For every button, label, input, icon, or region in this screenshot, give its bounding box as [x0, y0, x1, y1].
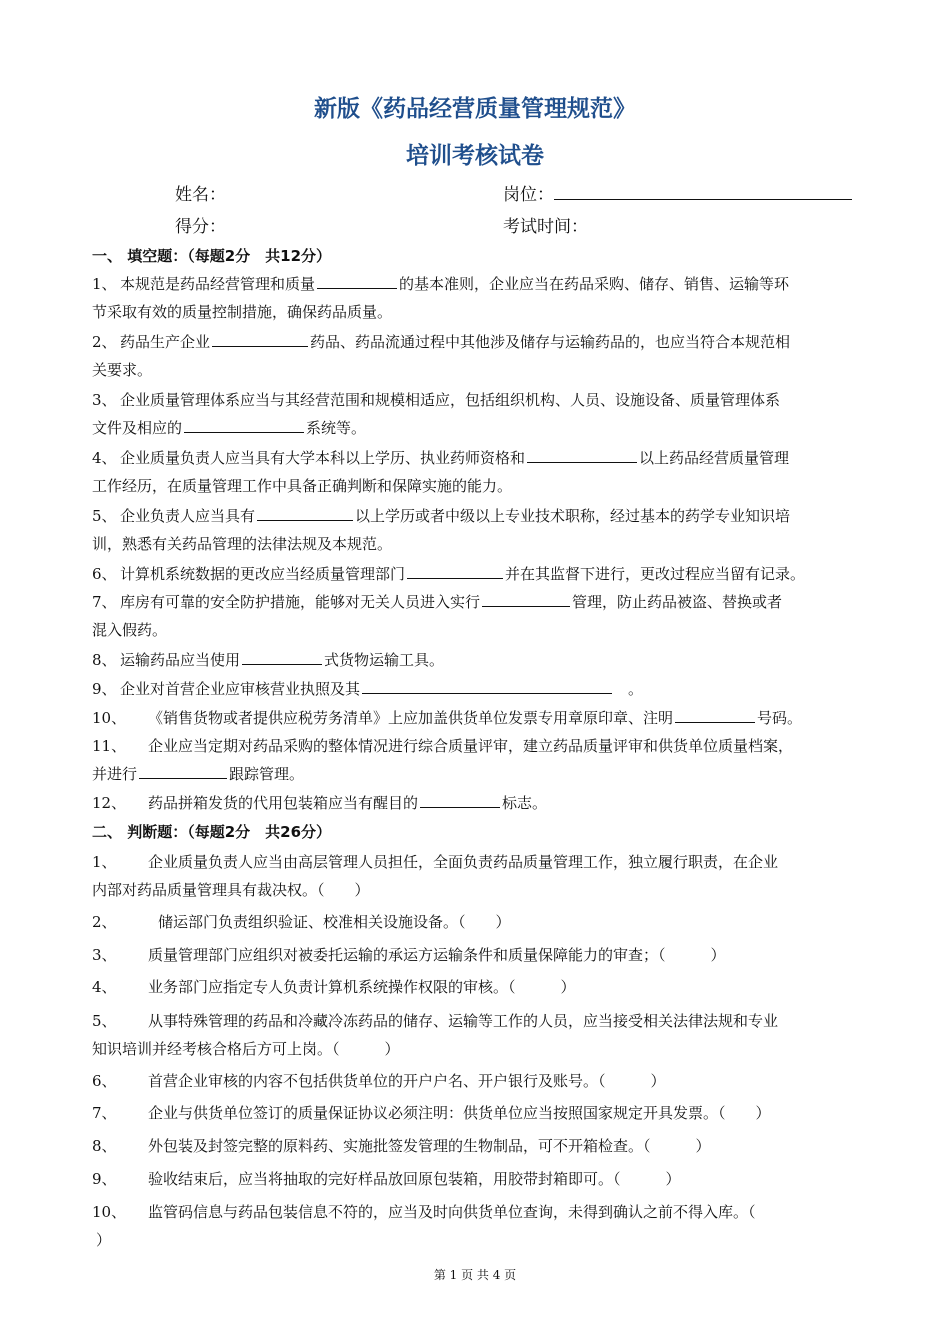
question-text: 标志。: [502, 794, 548, 812]
score-field: [175, 212, 226, 237]
judge-question-1: [92, 851, 862, 872]
answer-blank[interactable]: [139, 764, 227, 779]
question-number: 5、: [92, 507, 117, 525]
question-number: 8、: [92, 651, 117, 669]
question-text: 储运部门负责组织验证、校准相关设施设备。（ ）: [158, 913, 511, 931]
fill-question-3-line2: [92, 417, 366, 438]
name-label: 姓名：: [175, 185, 226, 205]
judge-question-9: [92, 1168, 862, 1189]
question-number: 6、: [92, 565, 117, 583]
question-number: 8、: [92, 1137, 117, 1155]
question-text: 并进行: [92, 765, 138, 783]
question-number: 4、: [92, 449, 117, 467]
fill-question-11: [92, 735, 862, 756]
question-number: 7、: [92, 1104, 117, 1122]
question-text: 管理，防止药品被盗、替换或者: [572, 593, 783, 611]
question-text: 从事特殊管理的药品和冷藏冷冻药品的储存、运输等工作的人员，应当接受相关法律法规和专业: [148, 1012, 779, 1030]
question-number: 9、: [92, 1170, 117, 1188]
question-number: 9、: [92, 680, 117, 698]
position-label: 岗位：: [503, 185, 554, 205]
exam-title-line2: 培训考核试卷: [406, 143, 544, 169]
exam-time-label: 考试时间：: [503, 217, 588, 237]
fill-question-7-line2: 混入假药。: [92, 621, 168, 639]
judge-question-10: [92, 1201, 862, 1222]
question-number: 3、: [92, 391, 117, 409]
section1-heading: 一、 填空题：（每题2分 共12分）: [92, 247, 332, 265]
judge-question-7: [92, 1102, 862, 1123]
judge-question-2: [92, 911, 862, 932]
page-footer: 第 1 页 共 4 页: [433, 1268, 517, 1282]
fill-question-5-line2: 训，熟悉有关药品管理的法律法规及本规范。: [92, 535, 393, 553]
question-text: 。: [628, 680, 644, 698]
section2-heading: 二、 判断题：（每题2分 共26分）: [92, 823, 332, 841]
question-number: 4、: [92, 978, 117, 996]
fill-question-11-line2: [92, 763, 304, 784]
fill-question-10: [92, 707, 862, 728]
answer-blank[interactable]: [212, 332, 308, 347]
question-number: 6、: [92, 1072, 117, 1090]
fill-question-4-line2: 工作经历，在质量管理工作中具备正确判断和保障实施的能力。: [92, 477, 513, 495]
position-field: [503, 180, 852, 205]
question-number: 5、: [92, 1012, 117, 1030]
judge-question-5-line2: 知识培训并经考核合格后方可上岗。（ ）: [92, 1040, 400, 1058]
answer-blank[interactable]: [527, 448, 637, 463]
question-text: 药品拼箱发货的代用包装箱应当有醒目的: [148, 794, 419, 812]
answer-blank[interactable]: [407, 564, 503, 579]
answer-blank[interactable]: [675, 708, 755, 723]
question-text: 药品、药品流通过程中其他涉及储存与运输药品的，也应当符合本规范相: [310, 333, 791, 351]
question-text: 验收结束后，应当将抽取的完好样品放回原包装箱，用胶带封箱即可。（ ）: [148, 1170, 681, 1188]
fill-question-2-line2: 关要求。: [92, 361, 153, 379]
question-number: 10、: [92, 709, 127, 727]
question-text: 药品生产企业: [120, 333, 211, 351]
question-text: 外包装及封签完整的原料药、实施批签发管理的生物制品，可不开箱检查。（ ）: [148, 1137, 711, 1155]
question-number: 10、: [92, 1203, 127, 1221]
judge-question-1-line2: 内部对药品质量管理具有裁决权。（ ）: [92, 881, 370, 899]
question-text: 企业与供货单位签订的质量保证协议必须注明：供货单位应当按照国家规定开具发票。（ ）: [148, 1104, 771, 1122]
fill-question-3: [92, 389, 862, 410]
question-text: 系统等。: [306, 419, 367, 437]
judge-question-5: [92, 1010, 862, 1031]
answer-blank[interactable]: [242, 650, 322, 665]
question-text: 跟踪管理。: [229, 765, 305, 783]
question-text: 企业质量负责人应当具有大学本科以上学历、执业药师资格和: [120, 449, 526, 467]
answer-blank[interactable]: [420, 793, 500, 808]
answer-blank[interactable]: [257, 506, 353, 521]
answer-blank[interactable]: [362, 679, 612, 694]
question-text: 首营企业审核的内容不包括供货单位的开户户名、开户银行及账号。（ ）: [148, 1072, 666, 1090]
fill-question-4: [92, 447, 862, 468]
answer-blank[interactable]: [482, 592, 570, 607]
question-text: 库房有可靠的安全防护措施，能够对无关人员进入实行: [120, 593, 481, 611]
judge-question-6: [92, 1070, 862, 1091]
question-text: 计算机系统数据的更改应当经质量管理部门: [120, 565, 406, 583]
question-text: 企业质量负责人应当由高层管理人员担任，全面负责药品质量管理工作，独立履行职责，在企业: [148, 853, 779, 871]
question-text: 以上药品经营质量管理: [639, 449, 790, 467]
exam-title-line1: 新版《药品经营质量管理规范》: [314, 96, 636, 122]
question-number: 1、: [92, 853, 117, 871]
answer-blank[interactable]: [317, 274, 397, 289]
question-text: 号码。: [757, 709, 803, 727]
question-text: 业务部门应指定专人负责计算机系统操作权限的审核。（ ）: [148, 978, 576, 996]
judge-question-10-line2: ）: [96, 1231, 112, 1249]
question-number: 2、: [92, 333, 117, 351]
question-text: 以上学历或者中级以上专业技术职称，经过基本的药学专业知识培: [355, 507, 791, 525]
question-number: 11、: [92, 737, 127, 755]
fill-question-1-line2: 节采取有效的质量控制措施，确保药品质量。: [92, 303, 393, 321]
fill-question-12: [92, 792, 862, 813]
fill-question-5: [92, 505, 862, 526]
question-text: 本规范是药品经营管理和质量: [120, 275, 316, 293]
question-text: 的基本准则，企业应当在药品采购、储存、销售、运输等环: [399, 275, 790, 293]
question-text: 《销售货物或者提供应税劳务清单》上应加盖供货单位发票专用章原印章、注明: [148, 709, 674, 727]
question-text: 并在其监督下进行，更改过程应当留有记录。: [505, 565, 806, 583]
judge-question-3: [92, 944, 862, 965]
question-text: 质量管理部门应组织对被委托运输的承运方运输条件和质量保障能力的审查；（ ）: [148, 946, 726, 964]
question-number: 3、: [92, 946, 117, 964]
question-text: 文件及相应的: [92, 419, 183, 437]
question-number: 12、: [92, 794, 127, 812]
score-label: 得分：: [175, 217, 226, 237]
question-text: 企业负责人应当具有: [120, 507, 256, 525]
fill-question-9: [92, 678, 862, 699]
fill-question-6: [92, 563, 862, 584]
judge-question-4: [92, 976, 862, 997]
question-text: 监管码信息与药品包装信息不符的，应当及时向供货单位查询，未得到确认之前不得入库。（: [148, 1203, 756, 1221]
position-blank[interactable]: [554, 182, 852, 200]
question-number: 2、: [92, 913, 117, 931]
exam-time-field: [503, 212, 588, 237]
question-text: 运输药品应当使用: [120, 651, 241, 669]
question-text: 企业对首营企业应审核营业执照及其: [120, 680, 361, 698]
question-text: 式货物运输工具。: [324, 651, 445, 669]
answer-blank[interactable]: [184, 418, 304, 433]
judge-question-8: [92, 1135, 862, 1156]
question-text: 企业质量管理体系应当与其经营范围和规模相适应，包括组织机构、人员、设施设备、质量管理体系: [120, 391, 781, 409]
question-number: 7、: [92, 593, 117, 611]
question-number: 1、: [92, 275, 117, 293]
fill-question-7: [92, 591, 862, 612]
fill-question-8: [92, 649, 862, 670]
fill-question-2: [92, 331, 862, 352]
name-field: [175, 180, 226, 205]
fill-question-1: [92, 273, 862, 294]
question-text: 企业应当定期对药品采购的整体情况进行综合质量评审，建立药品质量评审和供货单位质量档案，: [148, 737, 794, 755]
